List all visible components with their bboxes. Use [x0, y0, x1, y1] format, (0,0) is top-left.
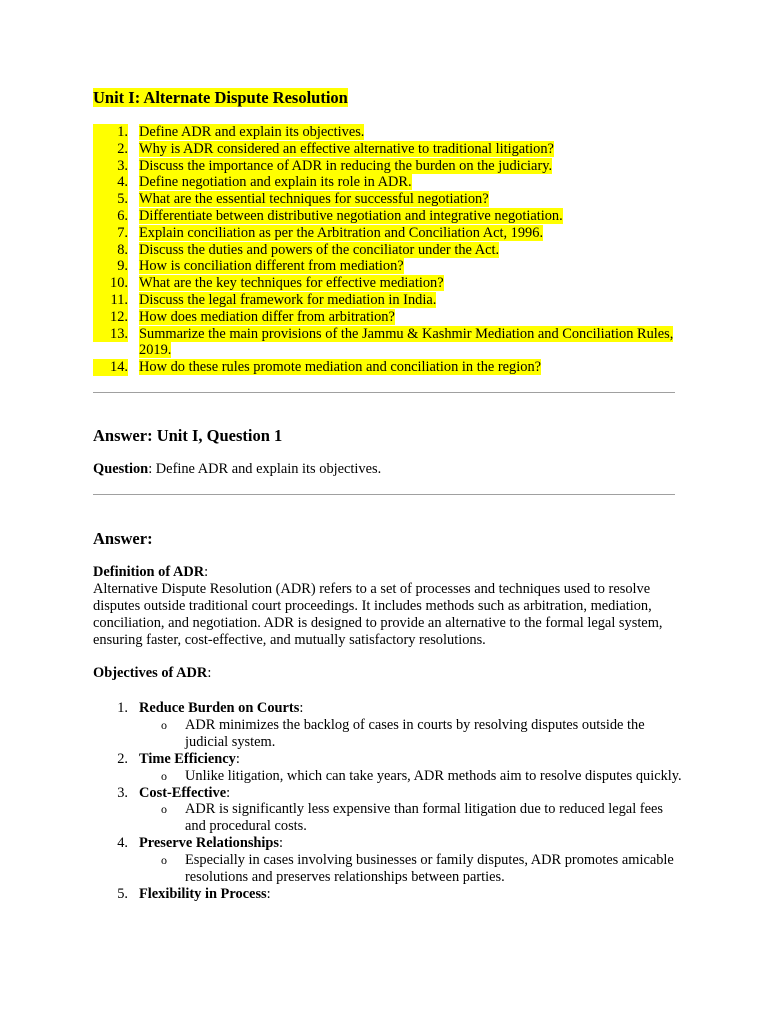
circle-bullet-icon: o	[161, 768, 167, 783]
objective-colon: :	[226, 784, 231, 801]
question-text: Discuss the importance of ADR in reducing the burden on the judiciary.	[139, 157, 553, 174]
question-item	[93, 158, 683, 175]
question-item	[93, 191, 683, 208]
question-number: 4.	[93, 174, 128, 191]
objective-detail	[139, 801, 683, 835]
question-item	[93, 242, 683, 259]
question-text: : Define ADR and explain its objectives.	[148, 461, 382, 477]
question-line	[93, 461, 678, 478]
circle-bullet-icon: o	[161, 853, 167, 868]
circle-bullet-icon: o	[161, 802, 167, 817]
question-item	[93, 292, 683, 309]
question-text: How does mediation differ from arbitration?	[139, 308, 395, 325]
question-number: 9.	[93, 258, 128, 275]
question-item	[93, 359, 683, 376]
question-number: 10.	[93, 275, 128, 292]
objective-number: 4.	[117, 835, 128, 852]
objective-detail-text: Unlike litigation, which can take years, ADR methods aim to resolve disputes quickly.	[185, 767, 682, 784]
question-text: Why is ADR considered an effective alternative to traditional litigation?	[139, 140, 554, 157]
objective-colon: :	[235, 750, 240, 767]
question-text: What are the essential techniques for successful negotiation?	[139, 191, 489, 208]
objective-detail-list	[139, 852, 683, 886]
objective-item	[93, 886, 683, 903]
objective-number: 3.	[117, 784, 128, 801]
objective-detail	[139, 768, 683, 785]
objective-colon: :	[279, 835, 284, 852]
question-item	[93, 124, 683, 141]
question-item	[93, 326, 683, 360]
objective-detail-list	[139, 801, 683, 835]
question-number: 5.	[93, 191, 128, 208]
question-text: Discuss the duties and powers of the conciliator under the Act.	[139, 241, 500, 258]
objective-item	[93, 700, 683, 751]
question-item	[93, 141, 683, 158]
objective-label: Reduce Burden on Courts	[139, 700, 300, 716]
objective-label: Flexibility in Process	[139, 885, 267, 902]
objective-number: 2.	[117, 750, 128, 767]
question-text: Differentiate between distributive negotiation and integrative negotiation.	[139, 207, 563, 224]
question-text: Define ADR and explain its objectives.	[139, 124, 365, 140]
objective-item	[93, 751, 683, 785]
definition-section: Definition of ADR: Alternative Dispute Resolution (ADR) refers to a set of processes and techniques used to resolve disputes outside traditional court proceedings. It includes methods such as arbitration, mediation, conciliation, and negotiation. ADR is designed to provide an alternative to the formal legal system, ensuring faster, cost-effective, and mutually satisfactory resolutions.	[93, 564, 663, 648]
objective-number: 1.	[117, 700, 128, 716]
question-text: Explain conciliation as per the Arbitration and Conciliation Act, 1996.	[139, 224, 544, 241]
question-number: 8.	[93, 242, 128, 259]
question-number: 2.	[93, 141, 128, 158]
objective-label: Time Efficiency	[139, 750, 236, 767]
objective-detail	[139, 717, 683, 751]
question-text: Summarize the main provisions of the Jammu & Kashmir Mediation and Conciliation Rules, 2019.	[139, 325, 674, 359]
question-number: 13.	[93, 326, 128, 343]
answer-title: Answer:	[93, 529, 153, 548]
circle-bullet-icon: o	[161, 717, 167, 732]
objectives-list	[93, 700, 683, 903]
question-number: 3.	[93, 158, 128, 175]
objective-colon: :	[299, 700, 304, 716]
question-text: Discuss the legal framework for mediation in India.	[139, 291, 437, 308]
question-item	[93, 258, 683, 275]
objective-colon: :	[266, 885, 271, 902]
question-text: How do these rules promote mediation and conciliation in the region?	[139, 359, 542, 376]
answer-heading: Answer: Unit I, Question 1	[93, 426, 283, 445]
question-item	[93, 208, 683, 225]
divider	[93, 392, 675, 393]
question-label: Question	[93, 461, 149, 477]
question-text: What are the key techniques for effective mediation?	[139, 275, 444, 292]
objective-detail-text: Especially in cases involving businesses or family disputes, ADR promotes amicable resolutions and preserves relationships between parties.	[185, 852, 674, 886]
definition-text: Alternative Dispute Resolution (ADR) refers to a set of processes and techniques used to resolve disputes outside traditional court proceedings. It includes methods such as arbitration, mediation, conciliation, and negotiation. ADR is designed to provide an alternative to the formal legal system, ensuring faster, cost-effective, and mutually satisfactory resolutions.	[93, 580, 663, 648]
question-list	[93, 124, 683, 376]
question-number: 7.	[93, 225, 128, 242]
objectives-heading: Objectives of ADR:	[93, 665, 212, 681]
question-text: How is conciliation different from mediation?	[139, 258, 404, 275]
question-number: 6.	[93, 208, 128, 225]
objective-label: Preserve Relationships	[139, 835, 280, 852]
definition-label: Definition of ADR	[93, 564, 205, 580]
question-number: 14.	[93, 359, 128, 376]
objective-number: 5.	[117, 885, 128, 902]
question-number: 12.	[93, 309, 128, 326]
objectives-label: Objectives of ADR	[93, 665, 208, 681]
question-item	[93, 309, 683, 326]
unit-title: Unit I: Alternate Dispute Resolution	[93, 88, 348, 107]
objective-detail-list	[139, 717, 683, 751]
objective-label: Cost-Effective	[139, 784, 227, 801]
question-number: 1.	[93, 124, 128, 141]
objective-detail-list	[139, 768, 683, 785]
question-text: Define negotiation and explain its role in ADR.	[139, 174, 412, 191]
objective-item	[93, 835, 683, 886]
question-item	[93, 225, 683, 242]
objective-item	[93, 785, 683, 836]
objective-detail-text: ADR is significantly less expensive than formal litigation due to reduced legal fees and procedural costs.	[185, 801, 663, 835]
question-number: 11.	[93, 292, 128, 309]
question-item	[93, 275, 683, 292]
divider	[93, 494, 675, 495]
objective-detail-text: ADR minimizes the backlog of cases in courts by resolving disputes outside the judicial system.	[185, 716, 645, 750]
objective-detail	[139, 852, 683, 886]
question-item	[93, 174, 683, 191]
